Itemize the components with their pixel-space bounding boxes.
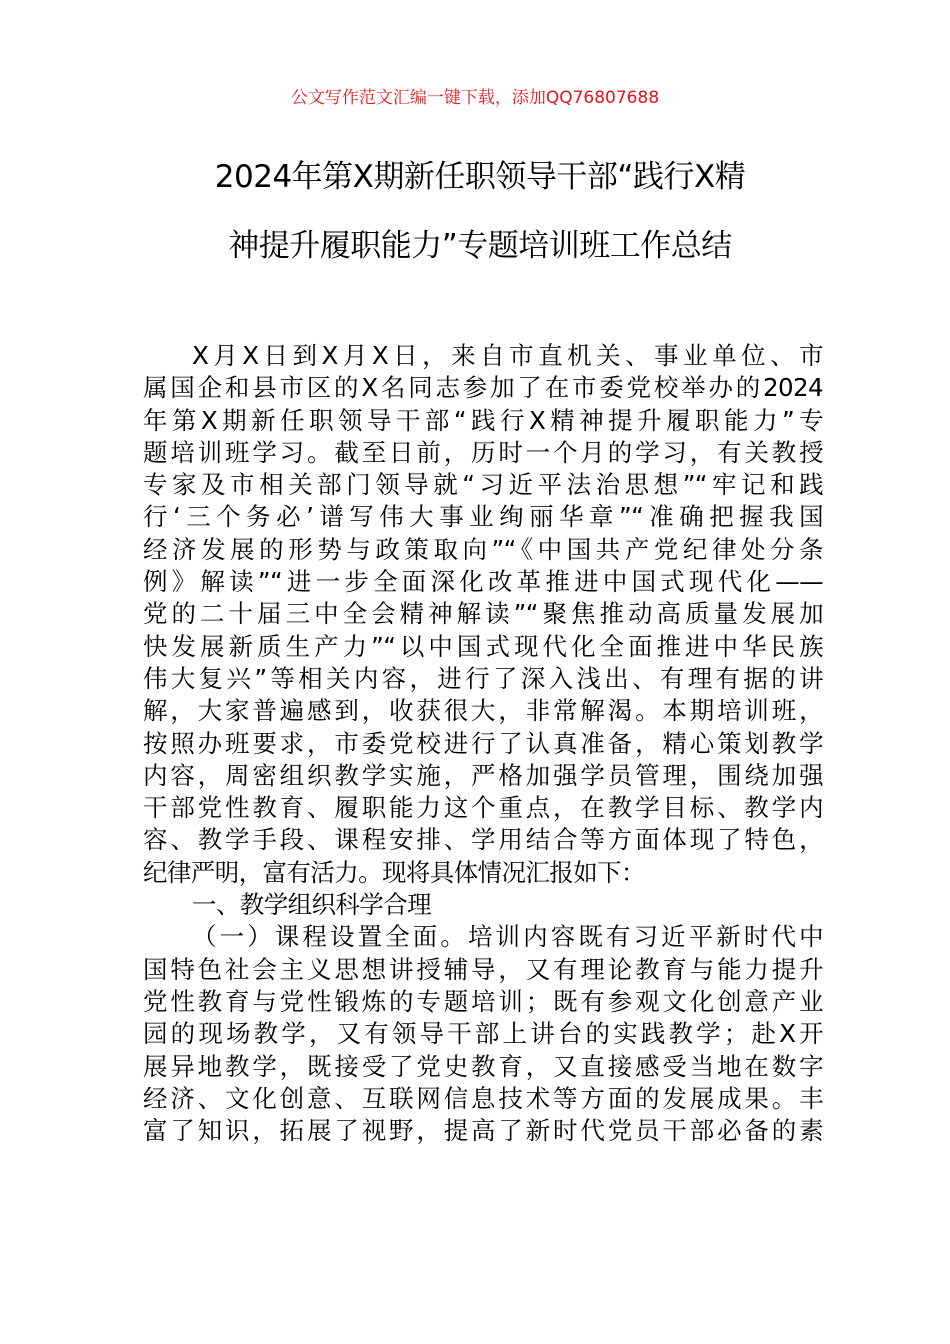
paragraph-course-line: 富了知识，拓展了视野，提高了新时代党员干部必备的素: [143, 1116, 823, 1146]
paragraph-intro-line: 经济发展的形势与政策取向”“《中国共产党纪律处分条: [143, 534, 823, 564]
paragraph-course-line: 展异地教学，既接受了党史教育，又直接感受当地在数字: [143, 1051, 823, 1081]
paragraph-intro-line: 行‘三个务必’谱写伟大事业绚丽华章”“准确把握我国: [143, 502, 823, 532]
paragraph-course-line: 党性教育与党性锻炼的专题培训；既有参观文化创意产业: [143, 986, 823, 1016]
paragraph-intro-line: 快发展新质生产力”“以中国式现代化全面推进中华民族: [143, 631, 823, 661]
paragraph-intro-line: 专家及市相关部门领导就“习近平法治思想”“牢记和践: [143, 470, 823, 500]
paragraph-course-line: 国特色社会主义思想讲授辅导，又有理论教育与能力提升: [143, 954, 823, 984]
document-title-line-2: 神提升履职能力”专题培训班工作总结: [228, 228, 732, 264]
paragraph-intro-line: 党的二十届三中全会精神解读”“聚焦推动高质量发展加: [143, 599, 823, 629]
paragraph-intro-line: 解，大家普遍感到，收获很大，非常解渴。本期培训班，: [143, 696, 823, 726]
section-heading-1: 一、教学组织科学合理: [192, 890, 431, 920]
paragraph-intro-line: 内容，周密组织教学实施，严格加强学员管理，围绕加强: [143, 760, 823, 790]
paragraph-intro-line: X月X日到X月X日，来自市直机关、事业单位、市: [192, 341, 823, 370]
paragraph-course-line: 经济、文化创意、互联网信息技术等方面的发展成果。丰: [143, 1083, 823, 1113]
document-title-line-1: 2024年第X期新任职领导干部“践行X精: [214, 159, 746, 195]
document-body: [143, 340, 823, 1147]
paragraph-intro-line: 例》解读”“进一步全面深化改革推进中国式现代化——: [143, 567, 823, 597]
paragraph-course-line: 园的现场教学，又有领导干部上讲台的实践教学；赴X开: [143, 1019, 823, 1049]
paragraph-intro-line: 干部党性教育、履职能力这个重点，在教学目标、教学内: [143, 793, 823, 823]
download-watermark: 公文写作范文汇编一键下载，添加QQ76807688: [290, 88, 660, 108]
paragraph-intro-line: 年第X期新任职领导干部“践行X精神提升履职能力”专: [143, 405, 823, 435]
paragraph-intro-line: 按照办班要求，市委党校进行了认真准备，精心策划教学: [143, 728, 823, 758]
paragraph-intro-line: 容、教学手段、课程安排、学用结合等方面体现了特色，: [143, 825, 823, 855]
paragraph-intro-line: 伟大复兴”等相关内容，进行了深入浅出、有理有据的讲: [143, 663, 823, 693]
paragraph-course-line: （一）课程设置全面。培训内容既有习近平新时代中: [192, 922, 823, 952]
paragraph-intro-line: 属国企和县市区的X名同志参加了在市委党校举办的2024: [143, 373, 823, 403]
paragraph-intro-line: 题培训班学习。截至日前，历时一个月的学习，有关教授: [143, 437, 823, 467]
paragraph-intro-line: 纪律严明，富有活力。现将具体情况汇报如下：: [143, 857, 645, 887]
